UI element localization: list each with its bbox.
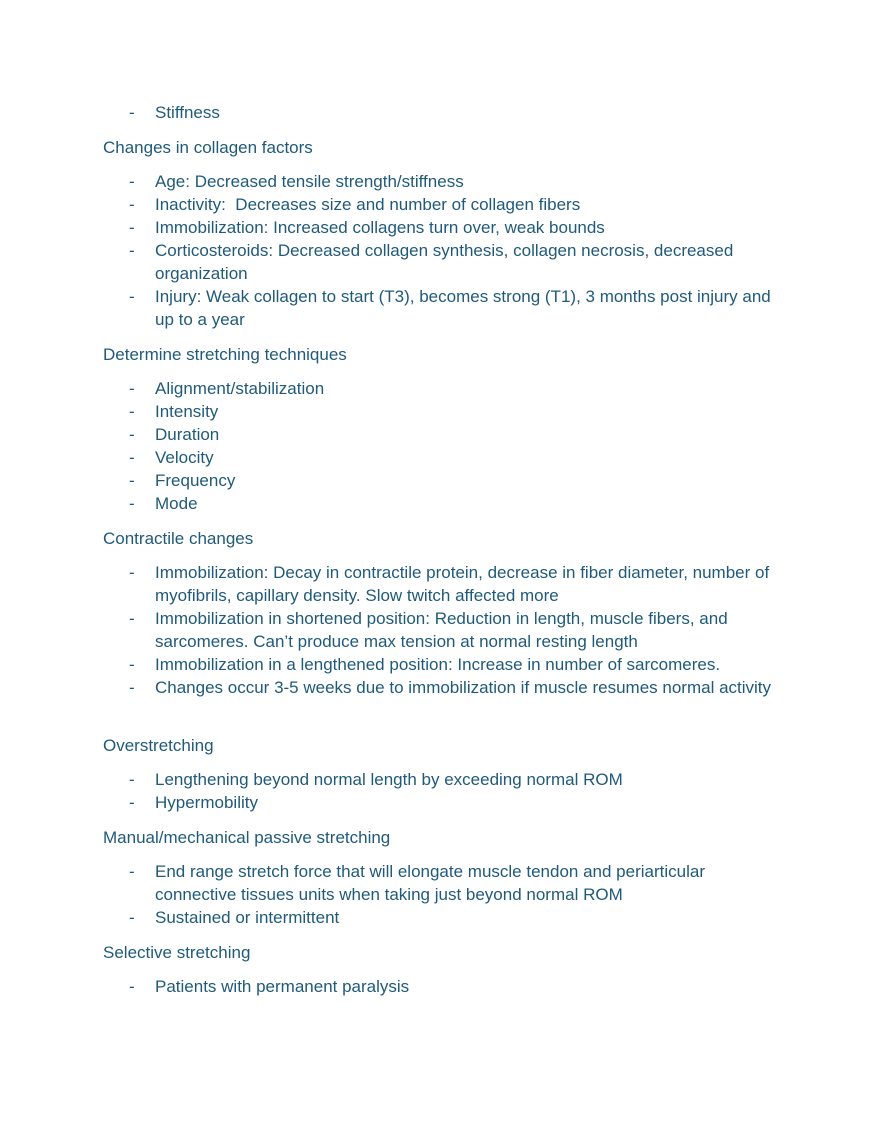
bullet-dash: - [129, 862, 135, 881]
list-item [103, 377, 783, 400]
list-item [103, 768, 783, 791]
bullet-dash: - [129, 379, 135, 398]
bullet-dash: - [129, 195, 135, 214]
list-item-text: Immobilization: Increased collagens turn over, weak bounds [155, 218, 605, 237]
list-item-text: Intensity [155, 402, 219, 421]
list-item-text: Lengthening beyond normal length by exceeding normal ROM [155, 770, 623, 789]
bullet-dash: - [129, 402, 135, 421]
heading-collagen-factors: Changes in collagen factors [103, 138, 313, 157]
list-item [103, 469, 783, 492]
passive-stretching-list [103, 860, 783, 929]
bullet-dash: - [129, 241, 135, 260]
heading-overstretching: Overstretching [103, 736, 214, 755]
contractile-changes-list [103, 561, 783, 699]
list-item [103, 285, 783, 331]
list-item-text: Mode [155, 494, 198, 513]
bullet-dash: - [129, 287, 135, 306]
list-item-text: End range stretch force that will elongate muscle tendon and periarticular connective tissues units when taking just beyond normal ROM [155, 862, 705, 904]
heading-stretching-techniques: Determine stretching techniques [103, 345, 347, 364]
list-item-text: Frequency [155, 471, 236, 490]
list-item [103, 975, 783, 998]
bullet-dash: - [129, 563, 135, 582]
list-item-text: Alignment/stabilization [155, 379, 325, 398]
list-item-text: Immobilization in a lengthened position: Increase in number of sarcomeres. [155, 655, 721, 674]
list-item [103, 492, 783, 515]
bullet-dash: - [129, 172, 135, 191]
list-item [103, 193, 783, 216]
bullet-dash: - [129, 908, 135, 927]
list-item [103, 561, 783, 607]
collagen-factors-list [103, 170, 783, 331]
document-content [103, 101, 783, 998]
stiffness-list [103, 101, 783, 124]
stretching-techniques-list [103, 377, 783, 515]
bullet-dash: - [129, 977, 135, 996]
bullet-dash: - [129, 471, 135, 490]
list-item [103, 607, 783, 653]
bullet-dash: - [129, 678, 135, 697]
bullet-dash: - [129, 448, 135, 467]
bullet-dash: - [129, 655, 135, 674]
heading-passive-stretching: Manual/mechanical passive stretching [103, 828, 391, 847]
list-item [103, 400, 783, 423]
bullet-dash: - [129, 425, 135, 444]
list-item-text: Velocity [155, 448, 214, 467]
list-item [103, 653, 783, 676]
bullet-dash: - [129, 494, 135, 513]
list-item [103, 906, 783, 929]
list-item [103, 239, 783, 285]
list-item-text: Injury: Weak collagen to start (T3), becomes strong (T1), 3 months post injury and up to a year [155, 287, 771, 329]
list-item-text: Corticosteroids: Decreased collagen synthesis, collagen necrosis, decreased organization [155, 241, 734, 283]
bullet-dash: - [129, 793, 135, 812]
list-item [103, 216, 783, 239]
heading-contractile-changes: Contractile changes [103, 529, 254, 548]
list-item [103, 446, 783, 469]
selective-stretching-list [103, 975, 783, 998]
list-item [103, 860, 783, 906]
overstretching-list [103, 768, 783, 814]
bullet-dash: - [129, 218, 135, 237]
bullet-dash: - [129, 103, 135, 122]
list-item-text: Patients with permanent paralysis [155, 977, 410, 996]
list-item-text: Age: Decreased tensile strength/stiffness [155, 172, 464, 191]
list-item-text: Hypermobility [155, 793, 258, 812]
list-item-text: Stiffness [155, 103, 220, 122]
list-item [103, 791, 783, 814]
list-item-text: Changes occur 3-5 weeks due to immobilization if muscle resumes normal activity [155, 678, 772, 697]
list-item [103, 676, 783, 699]
heading-selective-stretching: Selective stretching [103, 943, 251, 962]
list-item-text: Immobilization in shortened position: Reduction in length, muscle fibers, and sarcomeres. Can’t produce max tension at normal resting length [155, 609, 728, 651]
list-item-text: Inactivity: Decreases size and number of collagen fibers [155, 195, 581, 214]
list-item-text: Sustained or intermittent [155, 908, 340, 927]
list-item-text: Immobilization: Decay in contractile protein, decrease in fiber diameter, number of myofibrils, capillary density. Slow twitch affected more [155, 563, 770, 605]
list-item-text: Duration [155, 425, 220, 444]
list-item [103, 423, 783, 446]
bullet-dash: - [129, 609, 135, 628]
list-item [103, 101, 783, 124]
bullet-dash: - [129, 770, 135, 789]
list-item [103, 170, 783, 193]
